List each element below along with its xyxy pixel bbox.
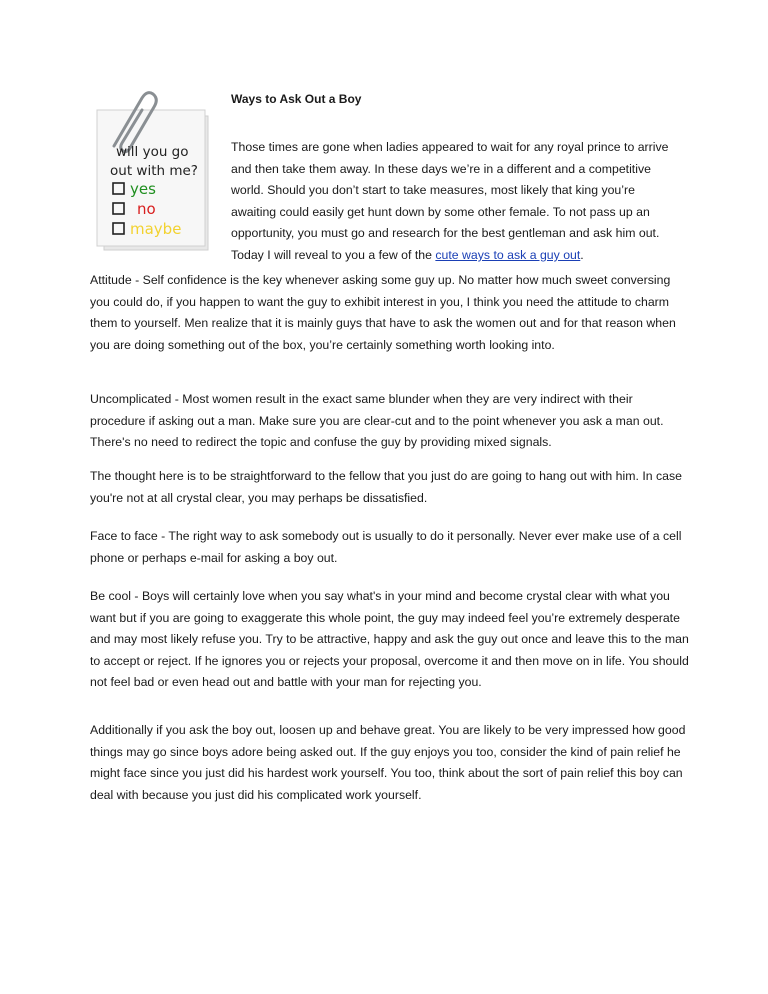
paragraph-additionally: Additionally if you ask the boy out, loosen up and behave great. You are likely to be very impressed how good things may go since boys adore being asked out. If the guy enjoys you too, consider the kind of pain relief he might face since you just did his hardest work yourself. You too, think about the sort of pain relief this boy can deal with because you just did his complicated work yourself.	[90, 723, 686, 802]
note-line1: will you go	[116, 144, 189, 160]
paper-note-with-paperclip-icon	[94, 90, 214, 252]
option-maybe: maybe	[130, 220, 182, 238]
option-no: no	[137, 200, 156, 218]
cute-ways-link[interactable]: cute ways to ask a guy out	[435, 247, 581, 262]
document-title: Ways to Ask Out a Boy	[231, 92, 362, 106]
intro-paragraph	[231, 137, 679, 267]
intro-after-link: .	[580, 247, 584, 262]
paragraph-uncomplicated: Uncomplicated - Most women result in the exact same blunder when they are very indirect with their procedure if asking out a man. Make sure you are clear-cut and to the point whenever you ask a man out. There's no need to redirect the topic and confuse the guy by providing mixed signals.	[90, 392, 664, 450]
intro-text: Those times are gone when ladies appeared to wait for any royal prince to arrive and then take them away. In these days we’re in a different and a competitive world. Should you don’t start to take measures, most likely that king you’re awaiting could easily get hunt down by some other female. To not pass up an opportunity, you must go and research for the best gentleman and ask him out. Today I will reveal to you a few of the	[231, 140, 669, 262]
paragraph-attitude: Attitude - Self confidence is the key whenever asking some guy up. No matter how much sweet conversing you could do, if you happen to want the guy to exhibit interest in you, I think you need the attitude to charm them to yourself. Men realize that it is mainly guys that have to ask the women out and for that reason when you are doing something out of the box, you’re certainly something worth looking into.	[90, 273, 676, 352]
note-line2: out with me?	[110, 163, 198, 179]
paragraph-be-cool: Be cool - Boys will certainly love when you say what's in your mind and become crystal clear with what you want but if you are going to exaggerate this whole point, the guy may indeed feel you’re extremely desperate and may most likely refuse you. Try to be attractive, happy and ask the guy out once and leave this to the man to accept or reject. If he ignores you or rejects your proposal, overcome it and then move on in life. You should not feel bad or even head out and battle with your man for rejecting you.	[90, 589, 689, 690]
paragraph-face-to-face: Face to face - The right way to ask somebody out is usually to do it personally. Never ever make use of a cell phone or perhaps e-mail for asking a boy out.	[90, 529, 682, 565]
paragraph-straightforward: The thought here is to be straightforward to the fellow that you just do are going to hang out with him. In case you're not at all crystal clear, you may perhaps be dissatisfied.	[90, 469, 682, 505]
option-yes: yes	[130, 180, 156, 198]
